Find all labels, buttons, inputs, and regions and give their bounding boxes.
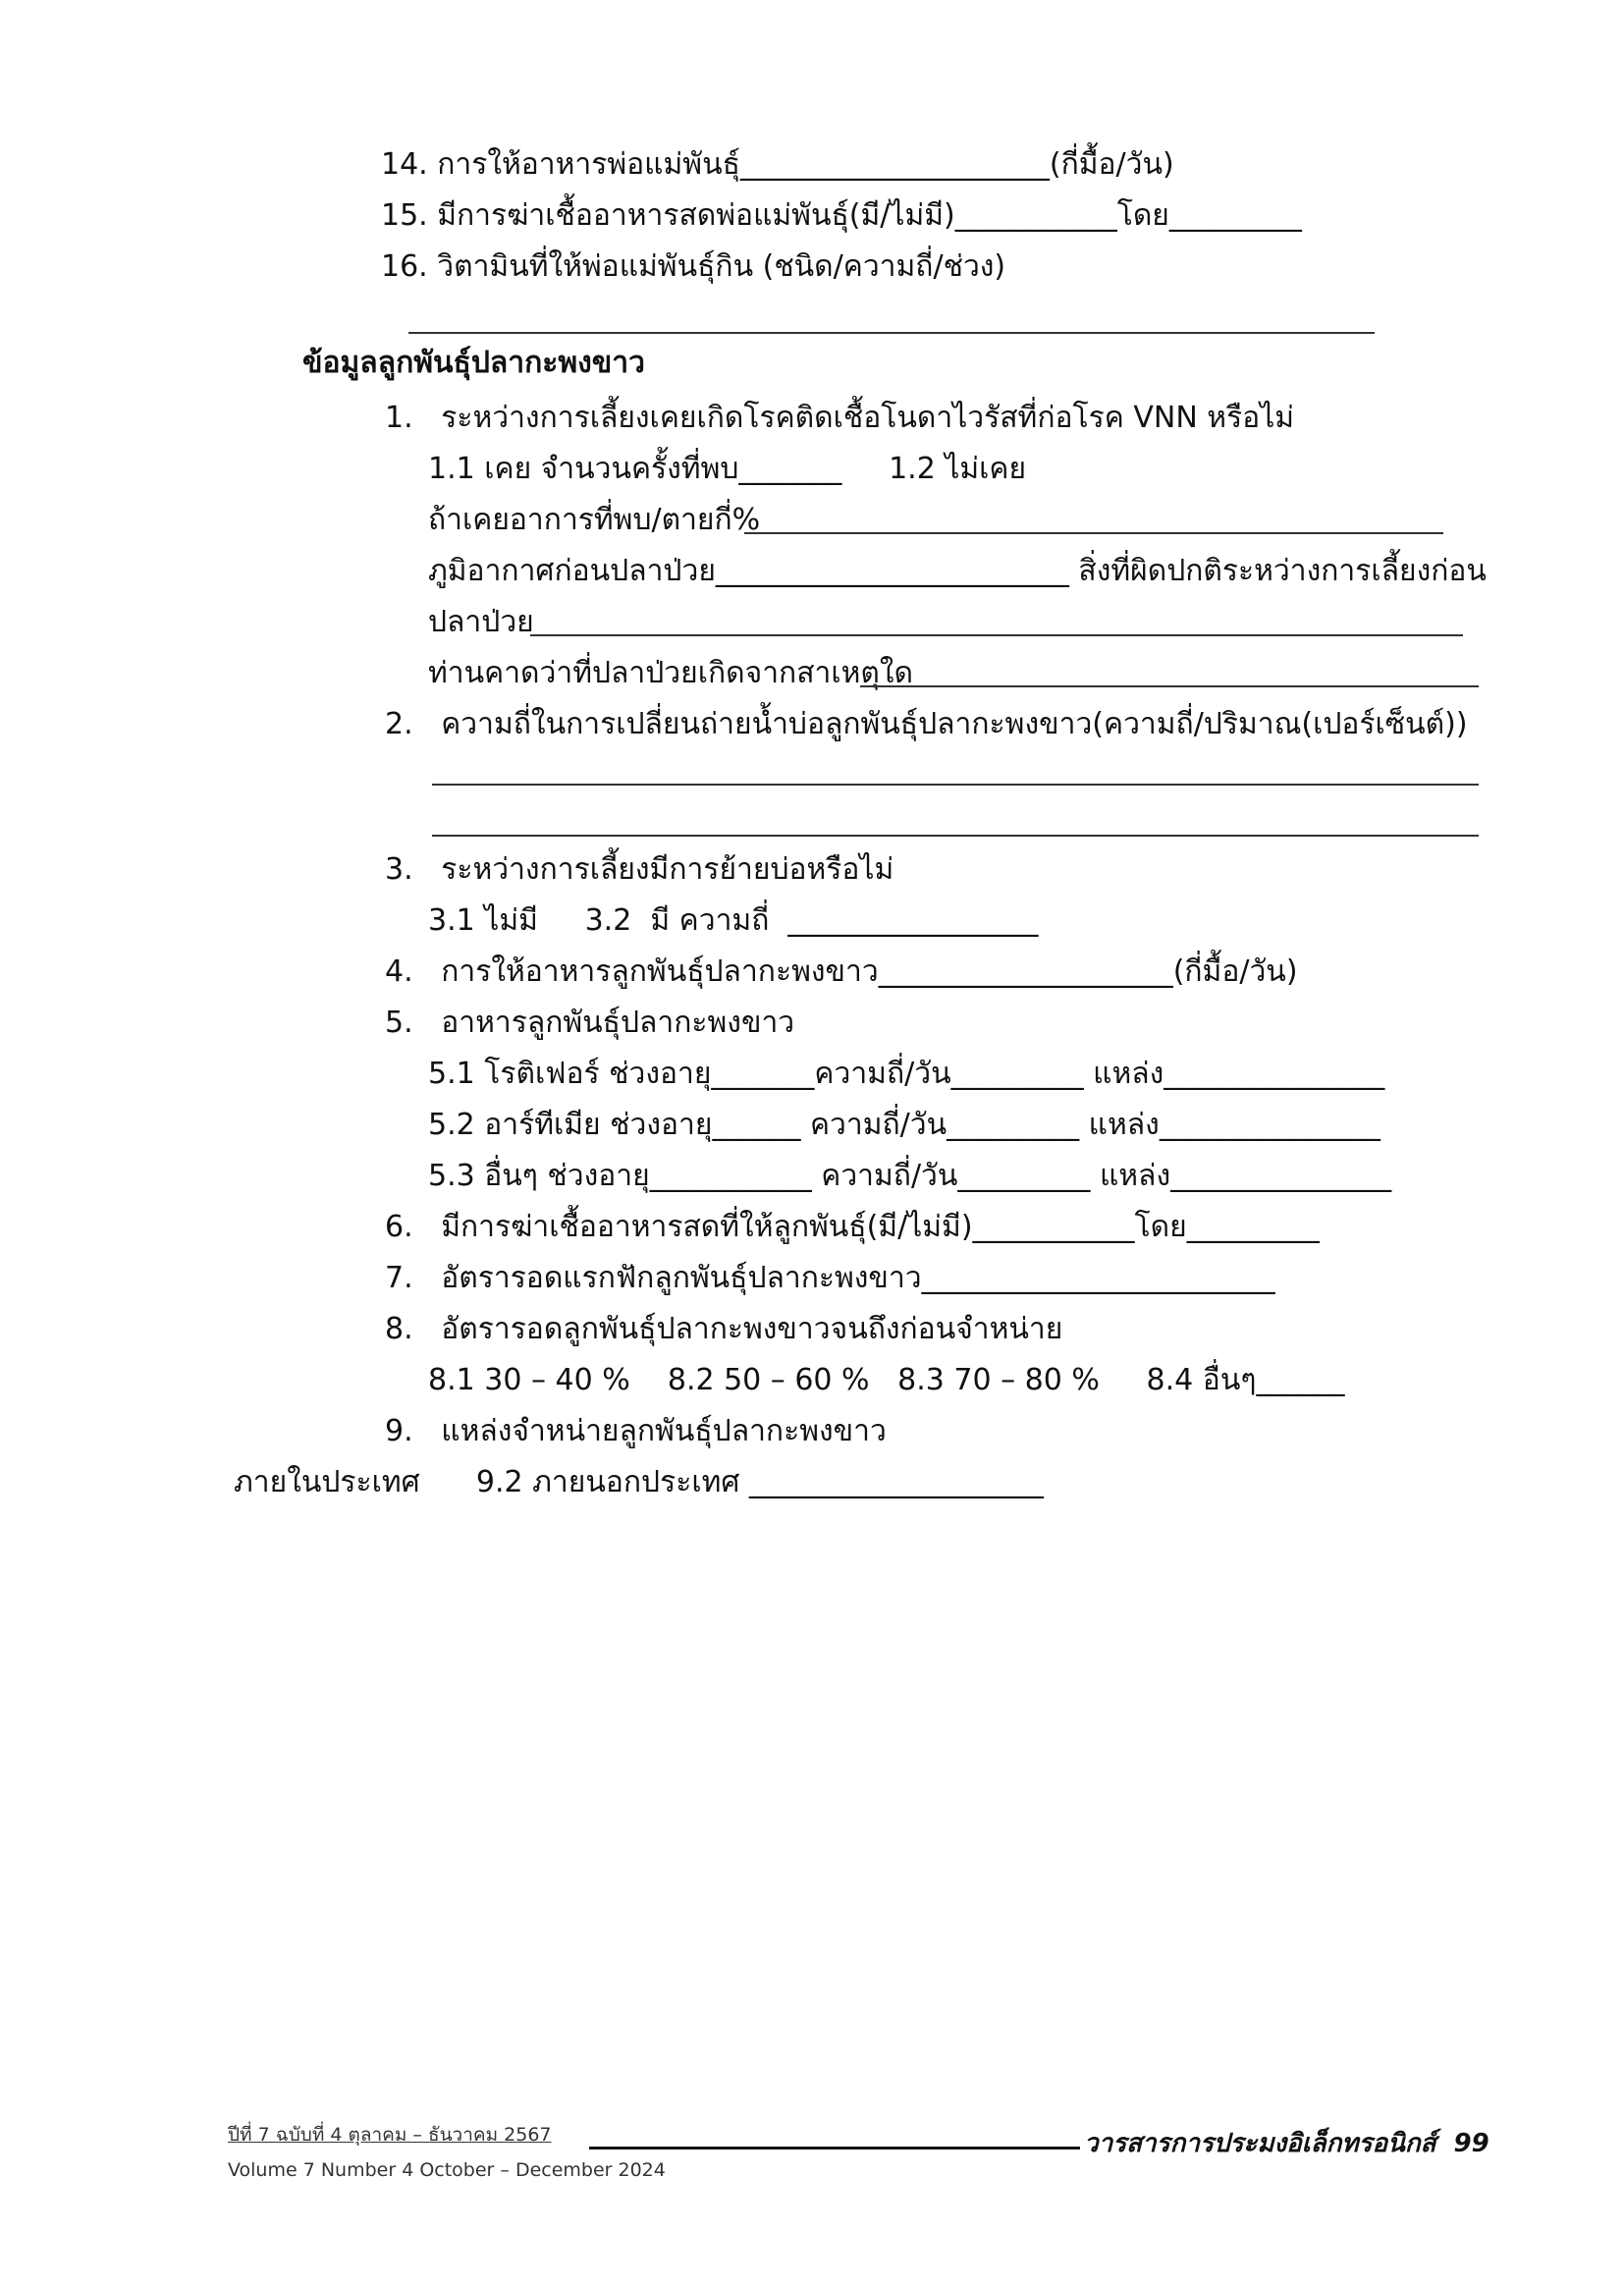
section-heading: ข้อมูลลูกพันธุ์ปลากะพงขาว <box>302 346 645 380</box>
q5-other: 5.3 อื่นๆ ช่วงอายุ___________ ความถี่/วัน_________ แหล่ง_______________ <box>428 1159 1392 1193</box>
item-16-answer-line <box>408 332 1375 334</box>
q1-label: 1. ระหว่างการเลี้ยงเคยเกิดโรคติดเชื้อโนดาไวรัสที่ก่อโรค VNN หรือไม่ <box>385 401 1295 435</box>
q6-label: 6. มีการฆ่าเชื้ออาหารสดที่ให้ลูกพันธุ์(มี/ไม่มี)___________โดย_________ <box>385 1210 1320 1244</box>
q4-label: 4. การให้อาหารลูกพันธุ์ปลากะพงขาว____________________(กี่มื้อ/วัน) <box>385 954 1298 989</box>
q7-label: 7. อัตรารอดแรกฟักลูกพันธุ์ปลากะพงขาว________________________ <box>385 1261 1275 1295</box>
q1-sick-label: ปลาป่วย <box>428 605 534 639</box>
footer-rule <box>589 2147 1080 2150</box>
q2-answer-line-1 <box>432 784 1479 786</box>
q1-cause-line <box>860 685 1479 687</box>
q1-symptoms-label: ถ้าเคยอาการที่พบ/ตายกี่% <box>428 503 761 537</box>
item-15-disinfection: 15. มีการฆ่าเชื้ออาหารสดพ่อแม่พันธุ์(มี/ไม่มี)___________โดย_________ <box>381 198 1302 233</box>
footer-english-issue: Volume 7 Number 4 October – December 2024 <box>228 2159 666 2181</box>
item-16-vitamins: 16. วิตามินที่ให้พ่อแม่พันธุ์กิน (ชนิด/ความถี่/ช่วง) <box>381 249 1006 284</box>
q1-symptoms-line <box>744 532 1443 534</box>
q1-cause-label: ท่านคาดว่าที่ปลาป่วยเกิดจากสาเหตุใด <box>428 656 914 690</box>
q8-options: 8.1 30 – 40 % 8.2 50 – 60 % 8.3 70 – 80 % 8.4 อื่นๆ______ <box>428 1363 1345 1397</box>
q5-label: 5. อาหารลูกพันธุ์ปลากะพงขาว <box>385 1006 795 1040</box>
footer-thai-issue: ปีที่ 7 ฉบับที่ 4 ตุลาคม – ธันวาคม 2567 <box>228 2124 552 2146</box>
q2-label: 2. ความถี่ในการเปลี่ยนถ่ายน้ำบ่อลูกพันธุ์ปลากะพงขาว(ความถี่/ปริมาณ(เปอร์เซ็นต์)) <box>385 707 1468 741</box>
q5-rotifer: 5.1 โรติเฟอร์ ช่วงอายุ_______ความถี่/วัน_________ แหล่ง_______________ <box>428 1057 1385 1091</box>
q3-label: 3. ระหว่างการเลี้ยงมีการย้ายบ่อหรือไม่ <box>385 852 894 887</box>
q2-answer-line-2 <box>432 835 1479 837</box>
q1-sick-line <box>530 634 1463 636</box>
q8-label: 8. อัตรารอดลูกพันธุ์ปลากะพงขาวจนถึงก่อนจำหน่าย <box>385 1312 1063 1346</box>
q1-options: 1.1 เคย จำนวนครั้งที่พบ_______ 1.2 ไม่เคย <box>428 452 1027 486</box>
q9-options: ภายในประเทศ 9.2 ภายนอกประเทศ ____________________ <box>234 1465 1044 1499</box>
q9-label: 9. แหล่งจำหน่ายลูกพันธุ์ปลากะพงขาว <box>385 1414 887 1448</box>
q5-artemia: 5.2 อาร์ทีเมีย ช่วงอายุ______ ความถี่/วัน_________ แหล่ง_______________ <box>428 1108 1380 1142</box>
q1-climate: ภูมิอากาศก่อนปลาป่วย________________________ สิ่งที่ผิดปกติระหว่างการเลี้ยงก่อน <box>428 554 1487 588</box>
item-14-feeding: 14. การให้อาหารพ่อแม่พันธุ์_____________________(กี่มื้อ/วัน) <box>381 147 1174 182</box>
q3-options: 3.1 ไม่มี 3.2 มี ความถี่ _________________ <box>428 903 1039 938</box>
footer-journal-name: วารสารการประมงอิเล็กทรอนิกส์ 99 <box>1084 2129 1489 2158</box>
